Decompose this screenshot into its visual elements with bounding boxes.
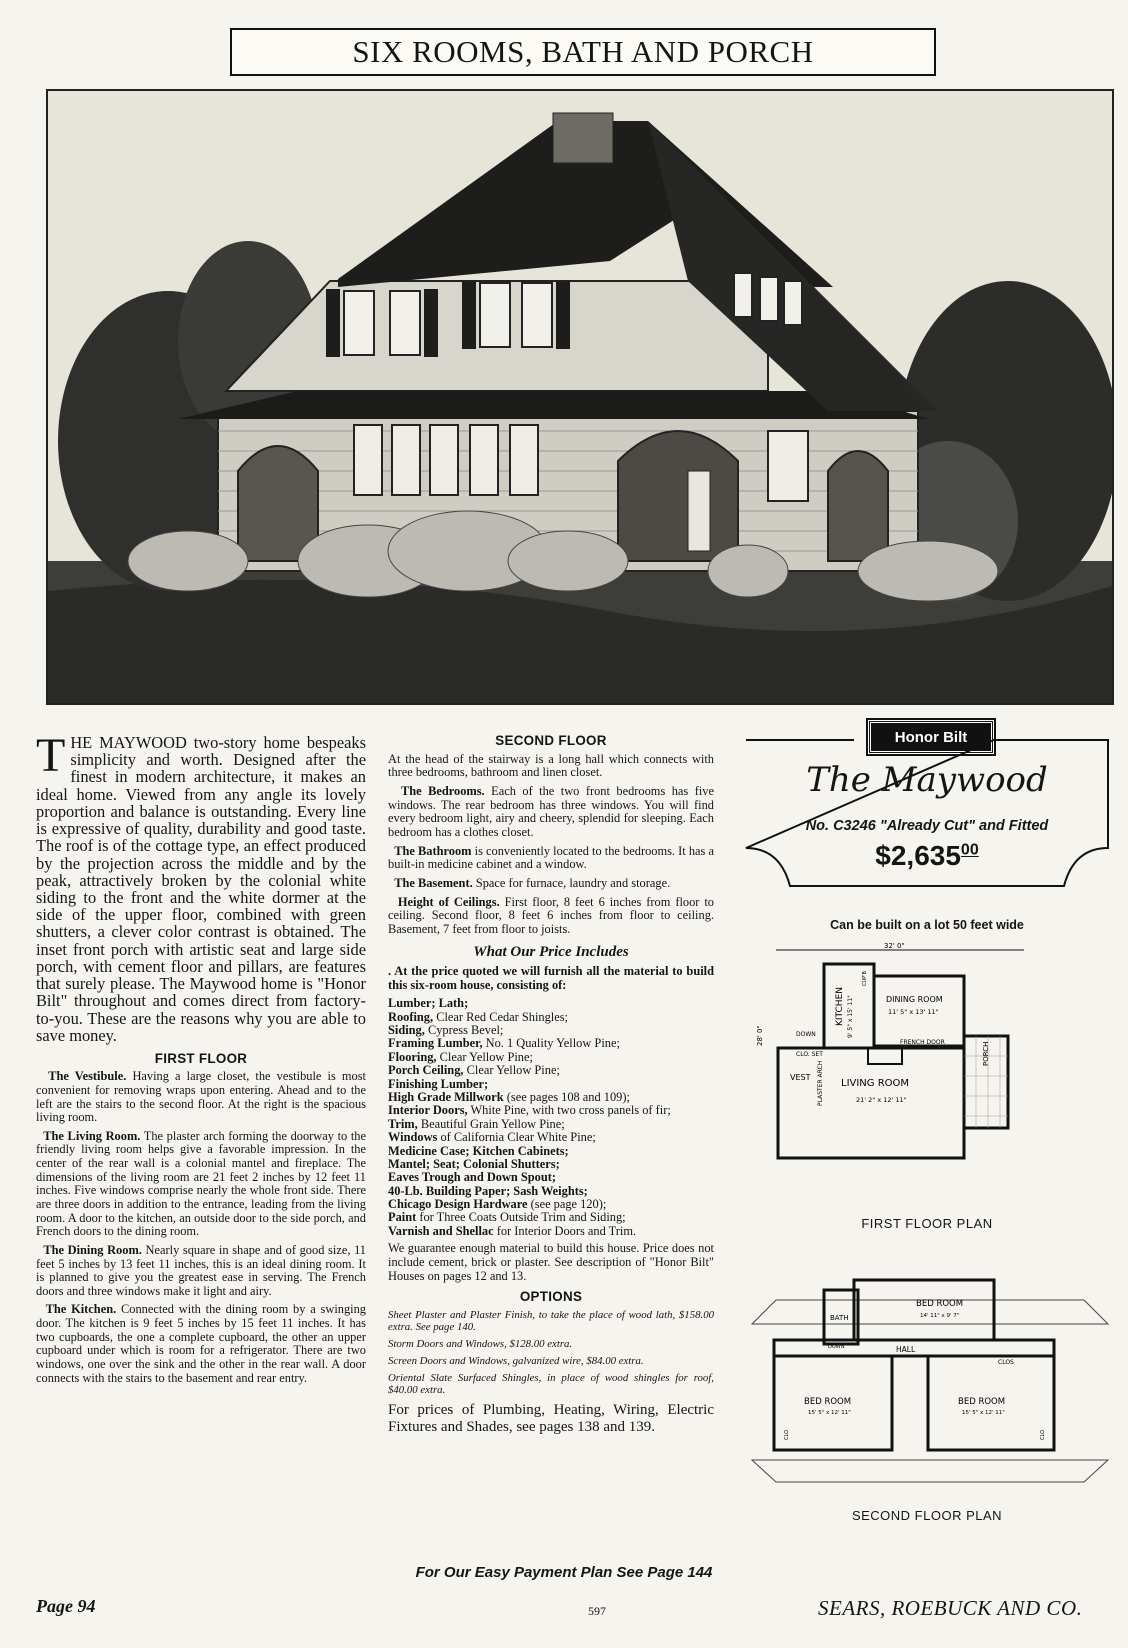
material-item xyxy=(388,1104,714,1117)
french-door-label: FRENCH DOOR xyxy=(900,1039,945,1046)
kitchen-dim: 9' 5" x 15' 11" xyxy=(847,995,854,1038)
folio-number: 597 xyxy=(588,1604,606,1618)
model-price xyxy=(744,840,1110,872)
page-number-label: Page 94 xyxy=(36,1596,96,1616)
material-item-name: Chicago Design Hardware xyxy=(388,1197,528,1212)
dining-room-title: The Dining Room. xyxy=(43,1242,142,1257)
material-item-detail: Clear Yellow Pine; xyxy=(466,1063,560,1078)
material-item xyxy=(388,1185,714,1198)
dining-label: DINING ROOM xyxy=(886,995,943,1004)
material-item-name: Interior Doors, xyxy=(388,1103,468,1118)
guarantee-paragraph: We guarantee enough material to build this house. Price does not include cement, brick or plaster. See description of "Honor Bilt" Houses on pages 12 and 13. xyxy=(388,1241,714,1283)
drop-cap: T xyxy=(36,729,66,782)
closet-label: CLO. SET xyxy=(796,1051,823,1058)
second-floor-plan xyxy=(744,1250,1110,1502)
material-item-name: Windows xyxy=(388,1130,438,1145)
material-item xyxy=(388,1225,714,1238)
plan-width-label: 32' 0" xyxy=(884,942,905,950)
hall-label: HALL xyxy=(896,1345,916,1354)
ceilings-paragraph xyxy=(388,896,714,937)
honor-bilt-logo-text: Honor Bilt xyxy=(894,728,968,746)
porch-label: PORCH xyxy=(982,1041,990,1066)
dining-dim: 11' 5" x 13' 11" xyxy=(888,1008,939,1016)
clos-label: CLOS xyxy=(998,1359,1014,1366)
material-item-name: Medicine Case; Kitchen Cabinets; xyxy=(388,1143,569,1158)
first-floor-plan xyxy=(744,936,1110,1216)
left-bedroom-dim: 15' 5" x 12' 11" xyxy=(808,1410,851,1416)
first-floor-sections xyxy=(36,1070,366,1385)
intro-text: HE MAYWOOD two-story home bespeaks simplicity and worth. Designed after the finest in modern architecture, it makes an ideal home. Viewed from any angle its lovely proportion and balance is outstanding. Every line is expressive of quality, durability and good taste. The roof is of the cottage type, an effect produced by the projection across the middle and by the peak, attractively broken by the colonial white siding to the front and the white dormer at the side of the upper floor, combined with green shutters, a clever color contrast is obtained. The inset front porch with artistic seat and large side porch, with cement floor and pillars, are features that surely please. The Maywood home is "Honor Bilt" throughout and comes direct from factory-to-you. These are the reasons why you are able to save money. xyxy=(36,733,366,1045)
cupboard-label: CUP'B xyxy=(862,971,868,986)
material-item xyxy=(388,1037,714,1050)
first-floor-heading: FIRST FLOOR xyxy=(154,1050,248,1066)
material-item-detail: for Interior Doors and Trim. xyxy=(496,1223,637,1238)
bathroom-paragraph xyxy=(388,845,714,872)
material-item-detail: (see page 120); xyxy=(530,1197,607,1212)
first-floor-plan-caption: FIRST FLOOR PLAN xyxy=(861,1216,993,1231)
rear-bedroom-label: BED ROOM xyxy=(916,1299,964,1309)
living-room-paragraph xyxy=(36,1130,366,1239)
material-item xyxy=(388,1118,714,1131)
second-floor-heading: SECOND FLOOR xyxy=(495,733,607,748)
page-title-box xyxy=(230,28,936,76)
plan-depth-label: 28' 0" xyxy=(756,1025,764,1046)
house-drawing xyxy=(48,91,1112,703)
material-item-name: Siding, xyxy=(388,1022,425,1037)
vest-label: VEST xyxy=(790,1073,811,1082)
material-item-detail: Clear Yellow Pine; xyxy=(439,1049,533,1064)
living-room-title: The Living Room. xyxy=(43,1128,141,1143)
material-item xyxy=(388,1145,714,1158)
basement-title: The Basement. xyxy=(394,875,473,890)
material-item-name: 40-Lb. Building Paper; Sash Weights; xyxy=(388,1183,588,1198)
material-item-name: Paint xyxy=(388,1210,417,1225)
living-room-text: The plaster arch forming the doorway to the friendly living room helps give a favorable impression. In the center of the rear wall is a colonial mantel and fireplace. The dimensions of the living room are 21 feet 2 inches by 12 feet 11 inches. Five windows comprise nearly the whole front side. There are three doors in addition to the entrance, leading from the living room. A door to the kitchen, an outside door to the side porch, and French doors to the dining room. xyxy=(36,1128,366,1239)
company-name: SEARS, ROEBUCK AND CO. xyxy=(818,1596,1083,1620)
bedrooms-title: The Bedrooms. xyxy=(400,784,485,799)
material-item-detail: (see pages 108 and 109); xyxy=(506,1089,630,1104)
material-item-detail: Cypress Bevel; xyxy=(427,1022,504,1037)
down-label: DOWN xyxy=(796,1031,816,1038)
option-item: Oriental Slate Surfaced Shingles, in place of wood shingles for roof, $40.00 extra. xyxy=(388,1372,714,1397)
material-item xyxy=(388,1011,714,1024)
option-item: Sheet Plaster and Plaster Finish, to take the place of wood lath, $158.00 extra. See page 140. xyxy=(388,1308,714,1333)
material-item-name: Finishing Lumber; xyxy=(388,1076,489,1091)
vestibule-text: Having a large closet, the vestibule is most convenient for removing wraps upon entering. Ahead and to the left are the stairs to the second floor. At the right is the spacious living room. xyxy=(36,1069,366,1125)
kitchen-label: KITCHEN xyxy=(835,987,845,1026)
plaster-arch-label: PLASTER ARCH xyxy=(817,1060,824,1106)
price-cents: 00 xyxy=(960,841,979,859)
material-item xyxy=(388,1131,714,1144)
payment-plan-note: For Our Easy Payment Plan See Page 144 xyxy=(415,1564,713,1581)
material-item-name: Eaves Trough and Down Spout; xyxy=(388,1170,557,1185)
ceilings-title: Height of Ceilings. xyxy=(397,894,500,909)
description-column xyxy=(36,729,367,1390)
price-includes-intro: . At the price quoted we will furnish all the material to build this six-room house, consisting of: xyxy=(388,963,714,992)
materials-list xyxy=(388,997,714,1238)
bath-label: BATH xyxy=(830,1314,849,1322)
stair-down-label: DOWN xyxy=(828,1344,845,1350)
material-item xyxy=(388,1024,714,1037)
living-dim: 21' 2" x 12' 11" xyxy=(856,1096,907,1104)
dining-room-text: Nearly square in shape and of good size, 11 feet 5 inches by 13 feet 11 inches, this is an ideal dining room. It is planned to give you the greatest ease in serving. The French doors and three windows make it light and airy. xyxy=(36,1242,367,1298)
bathroom-text: is conveniently located to the bedrooms. It has a built-in medicine cabinet and a window. xyxy=(388,843,714,872)
option-item: Storm Doors and Windows, $128.00 extra. xyxy=(388,1338,573,1351)
material-item-detail: White Pine, with two cross panels of fir; xyxy=(470,1103,671,1118)
basement-text: Space for furnace, laundry and storage. xyxy=(475,875,671,890)
material-item xyxy=(388,1171,714,1184)
material-item xyxy=(388,1198,714,1211)
material-item xyxy=(388,1158,714,1171)
details-column xyxy=(388,734,714,1441)
price-includes-heading: What Our Price Includes xyxy=(473,944,629,961)
left-closet-label: CLO xyxy=(784,1429,790,1440)
option-item: Screen Doors and Windows, galvanized wire, $84.00 extra. xyxy=(388,1355,644,1368)
bedrooms-paragraph xyxy=(388,785,714,840)
house-illustration xyxy=(46,89,1114,705)
kitchen-title: The Kitchen. xyxy=(45,1302,117,1317)
living-label: LIVING ROOM xyxy=(841,1078,910,1089)
vestibule-paragraph xyxy=(36,1070,366,1125)
material-item-name: Lumber; Lath; xyxy=(388,996,469,1011)
model-name: The Maywood xyxy=(806,760,1048,800)
bathroom-title: The Bathroom xyxy=(394,843,472,858)
material-item-name: Roofing, xyxy=(388,1009,434,1024)
model-price-box xyxy=(744,738,1110,888)
material-item-name: Mantel; Seat; Colonial Shutters; xyxy=(388,1156,560,1171)
material-item-detail: of California Clear White Pine; xyxy=(440,1130,596,1145)
material-item-detail: Beautiful Grain Yellow Pine; xyxy=(420,1116,565,1131)
material-item xyxy=(388,1051,714,1064)
material-item-detail: No. 1 Quality Yellow Pine; xyxy=(485,1036,620,1051)
lot-width-note: Can be built on a lot 50 feet wide xyxy=(830,918,1024,932)
basement-paragraph xyxy=(388,877,714,891)
plumbing-note: For prices of Plumbing, Heating, Wiring, Electric Fixtures and Shades, see pages 138 and 139. xyxy=(388,1402,714,1436)
price-dollars: $2,635 xyxy=(875,840,961,871)
kitchen-text: Connected with the dining room by a swinging door. The kitchen is 9 feet 5 inches by 15 feet 11 inches. It has two cupboards, the one a complete cupboard, the other an upper cupboard under which is room for a refrigerator. There are two windows, one over the sink and the other in the rear wall. A door connects with the stairs to the basement and rear entry. xyxy=(36,1302,366,1385)
dining-room-paragraph xyxy=(36,1244,366,1299)
material-item-detail: Clear Red Cedar Shingles; xyxy=(436,1009,568,1024)
right-closet-label: CLO xyxy=(1040,1429,1046,1440)
left-bedroom-label: BED ROOM xyxy=(804,1397,852,1407)
kitchen-paragraph xyxy=(36,1303,366,1385)
material-item-name: Varnish and Shellac xyxy=(388,1223,494,1238)
second-floor-intro: At the head of the stairway is a long hall which connects with three bedrooms, bathroom and linen closet. xyxy=(388,751,714,780)
material-item-name: Flooring, xyxy=(388,1049,437,1064)
right-bedroom-dim: 15' 5" x 12' 11" xyxy=(962,1410,1005,1416)
options-heading: OPTIONS xyxy=(519,1289,583,1305)
material-item-detail: for Three Coats Outside Trim and Siding; xyxy=(419,1210,626,1225)
material-item-name: Porch Ceiling, xyxy=(388,1063,464,1078)
material-item-name: High Grade Millwork xyxy=(388,1089,504,1104)
material-item xyxy=(388,1211,714,1224)
material-item xyxy=(388,1091,714,1104)
vestibule-title: The Vestibule. xyxy=(48,1069,127,1084)
material-item xyxy=(388,1078,714,1091)
rear-bedroom-dim: 14' 11" x 9' 7" xyxy=(920,1313,960,1319)
material-item xyxy=(388,1064,714,1077)
right-bedroom-label: BED ROOM xyxy=(958,1397,1006,1407)
page-title: SIX ROOMS, BATH AND PORCH xyxy=(352,34,814,69)
material-item-name: Framing Lumber, xyxy=(388,1036,483,1051)
model-number: No. C3246 "Already Cut" and Fitted xyxy=(805,818,1049,834)
material-item-name: Trim, xyxy=(388,1116,418,1131)
material-item xyxy=(388,997,714,1010)
bedrooms-text: Each of the two front bedrooms has five windows. The rear bedroom has three windows. You will find every bedroom light, airy and cheery, splendid for sleeping. Each bedroom has a clothes closet. xyxy=(388,784,714,839)
intro-paragraph xyxy=(36,729,366,1045)
ceilings-text: First floor, 8 feet 6 inches from floor to ceiling. Second floor, 8 feet 6 inches from floor to ceiling. Basement, 7 feet from floor to joists. xyxy=(388,894,714,936)
second-floor-plan-caption: SECOND FLOOR PLAN xyxy=(851,1508,1003,1523)
